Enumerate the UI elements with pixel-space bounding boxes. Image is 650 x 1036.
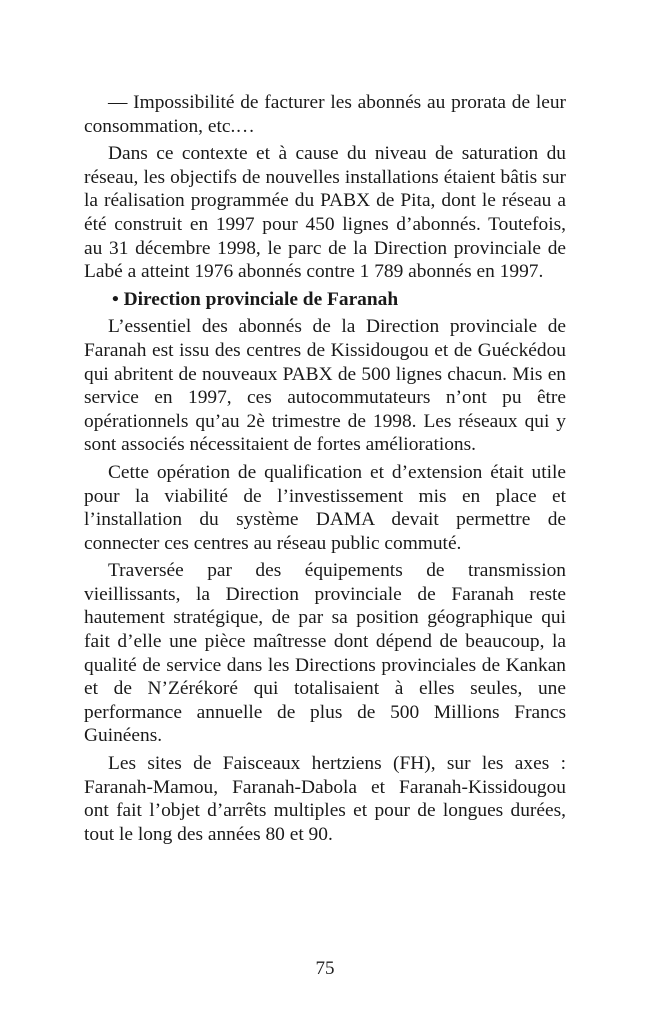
paragraph-faranah-subscribers: L’essentiel des abonnés de la Direction provinciale de Faranah est issu des centres de Kissidougou et de Guéckédou qui abritent de nouveaux PABX de 500 lignes chacun. Mis en service en 1997, ces autocommutateurs n’ont pu être opérationnels qu’au 2è trimestre de 1998. Les réseaux qui y sont associés nécessitaient de fortes améliorations.: [84, 316, 566, 456]
page-body: [84, 91, 566, 850]
page-number: 75: [315, 958, 335, 979]
paragraph-saturation-context: Dans ce contexte et à cause du niveau de saturation du réseau, les objectifs de nouvelles installations étaient bâtis sur la réalisation programmée du PABX de Pita, dont le réseau a été construit en 1997 pour 450 lignes d’abonnés. Toutefois, au 31 décembre 1998, le parc de la Direction provinciale de Labé a atteint 1976 abonnés contre 1 789 abonnés en 1997.: [84, 143, 566, 283]
paragraph-strategic-position: Traversée par des équipements de transmission vieillissants, la Direction provinciale de Faranah reste hautement stratégique, de par sa position géographique qui fait d’elle une pièce maîtresse dont dépend de beaucoup, la qualité de service dans les Directions provinciales de Kankan et de N’Zérékoré qui totalisaient à elles seules, une performance annuelle de plus de 500 Millions Francs Guinéens.: [84, 560, 566, 747]
paragraph-billing-impossibility: — Impossibilité de facturer les abonnés au prorata de leur consommation, etc.…: [84, 92, 566, 137]
paragraph-radio-links: Les sites de Faisceaux hertziens (FH), sur les axes : Faranah-Mamou, Faranah-Dabola et Faranah-Kissidougou ont fait l’objet d’arrêts multiples et pour de longues durées, tout le long des années 80 et 90.: [84, 753, 566, 845]
paragraph-qualification-extension: Cette opération de qualification et d’extension était utile pour la viabilité de l’investissement mis en place et l’installation du système DAMA devait permettre de connecter ces centres au réseau public commuté.: [84, 461, 566, 554]
section-heading-faranah: • Direction provinciale de Faranah: [112, 288, 399, 310]
